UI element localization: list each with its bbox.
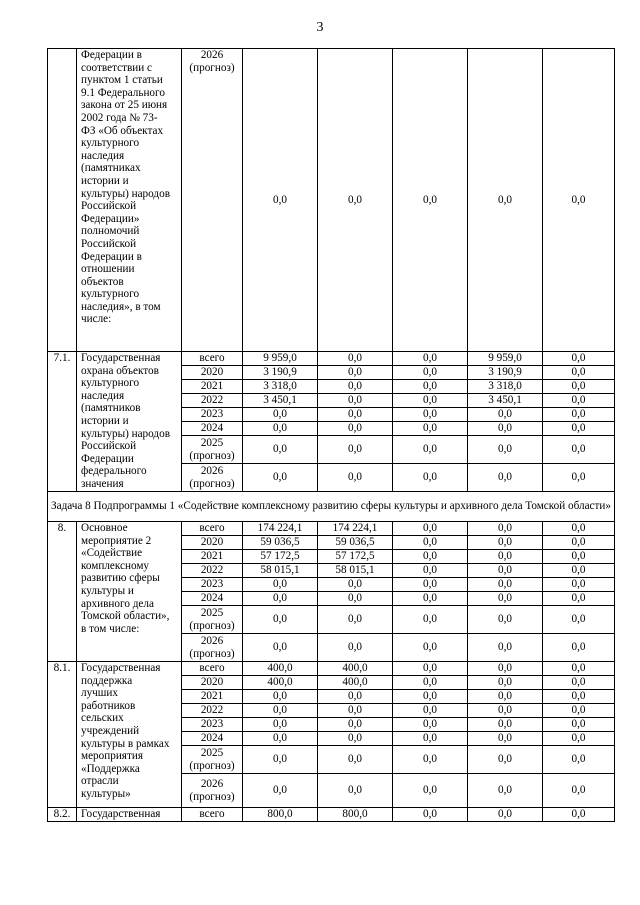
item-number: 8.2. bbox=[48, 808, 77, 822]
value-cell: 0,0 bbox=[543, 746, 615, 774]
value-cell: 0,0 bbox=[243, 774, 318, 808]
table-row bbox=[48, 492, 615, 522]
value-cell: 0,0 bbox=[543, 676, 615, 690]
value-cell: 3 190,9 bbox=[243, 366, 318, 380]
year-label: всего bbox=[199, 522, 225, 535]
value-cell: 0,0 bbox=[318, 704, 393, 718]
value-cell: 57 172,5 bbox=[318, 550, 393, 564]
item-name-line: истории и bbox=[81, 174, 129, 187]
value-cell: 0,0 bbox=[318, 746, 393, 774]
value-cell: 0,0 bbox=[543, 536, 615, 550]
year-label: 2021 bbox=[200, 690, 224, 703]
value-cell: 0,0 bbox=[318, 436, 393, 464]
item-name-line: числе: bbox=[81, 313, 112, 326]
value-cell: 0,0 bbox=[318, 464, 393, 492]
value-cell: 58 015,1 bbox=[318, 564, 393, 578]
value-cell: 0,0 bbox=[318, 634, 393, 662]
table-row bbox=[48, 49, 615, 352]
value-cell: 0,0 bbox=[543, 774, 615, 808]
value-cell: 0,0 bbox=[393, 464, 468, 492]
year-label: 2021 bbox=[200, 380, 224, 393]
value-cell: 0,0 bbox=[393, 718, 468, 732]
item-number bbox=[48, 49, 77, 352]
year-label: всего bbox=[199, 352, 225, 365]
value-cell: 0,0 bbox=[393, 522, 468, 536]
value-cell: 0,0 bbox=[543, 380, 615, 394]
item-name-line: учреждений bbox=[81, 724, 140, 737]
value-cell: 0,0 bbox=[318, 49, 393, 352]
item-name-line: лучших bbox=[81, 687, 118, 700]
year-cell bbox=[182, 422, 243, 436]
year-label: 2023 bbox=[200, 408, 224, 421]
year-cell bbox=[182, 436, 243, 464]
table-row bbox=[48, 522, 615, 536]
value-cell: 0,0 bbox=[543, 436, 615, 464]
value-cell: 0,0 bbox=[243, 690, 318, 704]
item-name-line: охрана объектов bbox=[81, 364, 159, 377]
value-cell: 800,0 bbox=[318, 808, 393, 822]
item-name-line: культуры в рамках bbox=[81, 737, 170, 750]
value-cell: 0,0 bbox=[243, 422, 318, 436]
value-cell: 0,0 bbox=[468, 49, 543, 352]
value-cell: 0,0 bbox=[393, 592, 468, 606]
year-label: 2020 bbox=[200, 676, 224, 689]
item-name-line: Российской bbox=[81, 237, 137, 250]
year-label: 2026 bbox=[200, 634, 224, 647]
item-name bbox=[77, 522, 182, 662]
year-cell bbox=[182, 718, 243, 732]
value-cell: 0,0 bbox=[468, 464, 543, 492]
value-cell: 0,0 bbox=[468, 578, 543, 592]
value-cell: 0,0 bbox=[468, 550, 543, 564]
item-name-line: (памятников bbox=[81, 402, 141, 415]
value-cell: 0,0 bbox=[393, 690, 468, 704]
item-name-line: отрасли bbox=[81, 775, 119, 788]
item-name-line: работников bbox=[81, 699, 136, 712]
value-cell: 0,0 bbox=[543, 352, 615, 366]
value-cell: 400,0 bbox=[243, 676, 318, 690]
item-name-line: Государственная bbox=[81, 352, 161, 364]
value-cell: 0,0 bbox=[393, 578, 468, 592]
item-name bbox=[77, 352, 182, 492]
year-forecast-label: (прогноз) bbox=[189, 759, 235, 772]
item-name-line: культуры и bbox=[81, 584, 134, 597]
value-cell: 0,0 bbox=[243, 592, 318, 606]
table-row bbox=[48, 662, 615, 676]
year-label: 2021 bbox=[200, 550, 224, 563]
item-name-line: наследия bbox=[81, 389, 125, 402]
year-cell bbox=[182, 564, 243, 578]
item-name-line: 2002 года № 73- bbox=[81, 111, 158, 124]
page-number: 3 bbox=[316, 20, 324, 35]
year-cell bbox=[182, 634, 243, 662]
year-label: 2024 bbox=[200, 422, 224, 435]
value-cell: 0,0 bbox=[468, 422, 543, 436]
value-cell: 0,0 bbox=[468, 522, 543, 536]
year-cell bbox=[182, 578, 243, 592]
value-cell: 3 450,1 bbox=[468, 394, 543, 408]
value-cell: 0,0 bbox=[393, 394, 468, 408]
year-cell bbox=[182, 732, 243, 746]
value-cell: 0,0 bbox=[543, 564, 615, 578]
value-cell: 3 318,0 bbox=[468, 380, 543, 394]
value-cell: 0,0 bbox=[243, 746, 318, 774]
item-name bbox=[77, 49, 182, 352]
value-cell: 0,0 bbox=[543, 634, 615, 662]
value-cell: 0,0 bbox=[543, 366, 615, 380]
year-cell bbox=[182, 49, 243, 352]
value-cell: 0,0 bbox=[468, 408, 543, 422]
year-label: (прогноз) bbox=[189, 61, 235, 74]
value-cell: 0,0 bbox=[243, 704, 318, 718]
item-name-line: закона от 25 июня bbox=[81, 99, 168, 112]
item-name bbox=[77, 662, 182, 808]
value-cell: 0,0 bbox=[243, 578, 318, 592]
value-cell: 9 959,0 bbox=[243, 352, 318, 366]
value-cell: 0,0 bbox=[318, 592, 393, 606]
value-cell: 59 036,5 bbox=[243, 536, 318, 550]
year-cell bbox=[182, 704, 243, 718]
year-label: 2026 bbox=[200, 464, 224, 477]
value-cell: 0,0 bbox=[543, 394, 615, 408]
value-cell: 400,0 bbox=[243, 662, 318, 676]
value-cell: 0,0 bbox=[393, 746, 468, 774]
year-label: 2023 bbox=[200, 718, 224, 731]
item-name-line: полномочий bbox=[81, 225, 140, 238]
year-cell bbox=[182, 408, 243, 422]
year-cell bbox=[182, 676, 243, 690]
value-cell: 0,0 bbox=[543, 690, 615, 704]
value-cell: 0,0 bbox=[468, 690, 543, 704]
year-cell bbox=[182, 536, 243, 550]
value-cell: 0,0 bbox=[543, 550, 615, 564]
value-cell: 0,0 bbox=[468, 808, 543, 822]
year-label: 2025 bbox=[200, 606, 224, 619]
year-cell bbox=[182, 592, 243, 606]
value-cell: 0,0 bbox=[468, 774, 543, 808]
item-name: Государственная bbox=[77, 808, 182, 822]
value-cell: 0,0 bbox=[468, 606, 543, 634]
value-cell: 0,0 bbox=[543, 578, 615, 592]
year-cell bbox=[182, 366, 243, 380]
year-forecast-label: (прогноз) bbox=[189, 619, 235, 632]
year-cell bbox=[182, 774, 243, 808]
item-name-line: значения bbox=[81, 477, 124, 490]
value-cell: 0,0 bbox=[393, 380, 468, 394]
item-name-line: культуры) народов bbox=[81, 427, 170, 440]
table-row bbox=[48, 808, 615, 822]
value-cell: 0,0 bbox=[393, 536, 468, 550]
item-name-line: пунктом 1 статьи bbox=[81, 74, 163, 87]
value-cell: 0,0 bbox=[393, 352, 468, 366]
value-cell: 0,0 bbox=[393, 436, 468, 464]
year-cell bbox=[182, 352, 243, 366]
value-cell: 0,0 bbox=[318, 380, 393, 394]
year-cell bbox=[182, 662, 243, 676]
table-row bbox=[48, 352, 615, 366]
item-name-line: архивного дела bbox=[81, 597, 154, 610]
item-name-line: мероприятие 2 bbox=[81, 534, 152, 547]
value-cell: 800,0 bbox=[243, 808, 318, 822]
year-label: 2023 bbox=[200, 578, 224, 591]
item-name-line: в том числе: bbox=[81, 622, 140, 635]
value-cell: 0,0 bbox=[543, 662, 615, 676]
value-cell: 58 015,1 bbox=[243, 564, 318, 578]
item-name-line: Федерации» bbox=[81, 212, 140, 225]
value-cell: 3 450,1 bbox=[243, 394, 318, 408]
year-label: 2025 bbox=[200, 436, 224, 449]
value-cell: 3 190,9 bbox=[468, 366, 543, 380]
value-cell: 0,0 bbox=[468, 676, 543, 690]
item-name-line: поддержка bbox=[81, 674, 133, 687]
year-label: 2022 bbox=[200, 394, 224, 407]
value-cell: 0,0 bbox=[243, 634, 318, 662]
item-number: 7.1. bbox=[48, 352, 77, 492]
item-name-line: «Содействие bbox=[81, 547, 143, 560]
item-name-line: истории и bbox=[81, 414, 129, 427]
value-cell: 0,0 bbox=[243, 49, 318, 352]
year-cell bbox=[182, 380, 243, 394]
year-cell bbox=[182, 464, 243, 492]
year-label: 2024 bbox=[200, 732, 224, 745]
task-heading: Задача 8 Подпрограммы 1 «Содействие комплексному развитию сферы культуры и архивного дела Томской области» bbox=[48, 492, 615, 522]
year-label: 2024 bbox=[200, 592, 224, 605]
year-label: 2020 bbox=[200, 366, 224, 379]
item-name-line: ФЗ «Об объектах bbox=[81, 124, 164, 137]
value-cell: 0,0 bbox=[318, 690, 393, 704]
value-cell: 0,0 bbox=[393, 676, 468, 690]
value-cell: 0,0 bbox=[393, 49, 468, 352]
year-cell bbox=[182, 522, 243, 536]
item-name-line: наследия bbox=[81, 149, 125, 162]
item-name-line: федерального bbox=[81, 465, 147, 478]
value-cell: 0,0 bbox=[318, 408, 393, 422]
value-cell: 0,0 bbox=[393, 606, 468, 634]
item-number: 8. bbox=[48, 522, 77, 662]
financing-table bbox=[47, 48, 615, 822]
year-cell bbox=[182, 606, 243, 634]
value-cell: 174 224,1 bbox=[243, 522, 318, 536]
value-cell: 0,0 bbox=[543, 464, 615, 492]
year-cell bbox=[182, 550, 243, 564]
year-label: 2026 bbox=[200, 49, 224, 61]
value-cell: 0,0 bbox=[318, 774, 393, 808]
item-name-line: Российской bbox=[81, 440, 137, 453]
value-cell: 0,0 bbox=[393, 732, 468, 746]
item-name-line: Федерации в bbox=[81, 250, 142, 263]
value-cell: 0,0 bbox=[468, 732, 543, 746]
value-cell: 0,0 bbox=[543, 704, 615, 718]
item-name-line: комплексному bbox=[81, 559, 150, 572]
item-name-line: Федерации в bbox=[81, 49, 142, 61]
year-forecast-label: (прогноз) bbox=[189, 449, 235, 462]
year-forecast-label: (прогноз) bbox=[189, 647, 235, 660]
value-cell: 0,0 bbox=[393, 564, 468, 578]
item-name-line: культурного bbox=[81, 377, 140, 390]
item-name-line: Государственная bbox=[81, 662, 161, 674]
value-cell: 0,0 bbox=[393, 408, 468, 422]
value-cell: 0,0 bbox=[543, 808, 615, 822]
item-name-line: культурного bbox=[81, 137, 140, 150]
value-cell: 0,0 bbox=[393, 422, 468, 436]
value-cell: 0,0 bbox=[543, 522, 615, 536]
value-cell: 0,0 bbox=[243, 436, 318, 464]
value-cell: 0,0 bbox=[243, 408, 318, 422]
value-cell: 0,0 bbox=[468, 436, 543, 464]
value-cell: 0,0 bbox=[393, 634, 468, 662]
item-name-line: Томской области», bbox=[81, 610, 170, 623]
value-cell: 400,0 bbox=[318, 676, 393, 690]
item-name-line: Основное bbox=[81, 522, 128, 534]
item-name-line: (памятниках bbox=[81, 162, 141, 175]
year-cell bbox=[182, 746, 243, 774]
item-name-line: отношении bbox=[81, 263, 135, 276]
value-cell: 0,0 bbox=[243, 732, 318, 746]
year-cell: всего bbox=[182, 808, 243, 822]
item-name-line: Российской bbox=[81, 200, 137, 213]
item-name-line: сельских bbox=[81, 712, 124, 725]
item-name-line: Федерации bbox=[81, 452, 134, 465]
item-name-line: культуры) народов bbox=[81, 187, 170, 200]
item-name-line: 9.1 Федерального bbox=[81, 86, 165, 99]
value-cell: 0,0 bbox=[468, 704, 543, 718]
item-number: 8.1. bbox=[48, 662, 77, 808]
value-cell: 0,0 bbox=[543, 718, 615, 732]
value-cell: 0,0 bbox=[543, 592, 615, 606]
value-cell: 0,0 bbox=[468, 536, 543, 550]
value-cell: 0,0 bbox=[318, 352, 393, 366]
value-cell: 0,0 bbox=[393, 774, 468, 808]
value-cell: 0,0 bbox=[318, 718, 393, 732]
value-cell: 0,0 bbox=[468, 718, 543, 732]
year-cell bbox=[182, 690, 243, 704]
value-cell: 0,0 bbox=[318, 732, 393, 746]
value-cell: 0,0 bbox=[468, 564, 543, 578]
year-label: 2022 bbox=[200, 564, 224, 577]
value-cell: 0,0 bbox=[543, 408, 615, 422]
value-cell: 0,0 bbox=[543, 422, 615, 436]
value-cell: 0,0 bbox=[243, 718, 318, 732]
year-label: 2020 bbox=[200, 536, 224, 549]
value-cell: 0,0 bbox=[243, 606, 318, 634]
value-cell: 0,0 bbox=[393, 366, 468, 380]
item-name-line: «Поддержка bbox=[81, 762, 140, 775]
value-cell: 0,0 bbox=[318, 578, 393, 592]
year-label: 2022 bbox=[200, 704, 224, 717]
item-name-line: соответствии с bbox=[81, 61, 152, 74]
year-label: 2025 bbox=[200, 746, 224, 759]
value-cell: 0,0 bbox=[543, 606, 615, 634]
item-name-line: объектов bbox=[81, 275, 124, 288]
item-name-line: наследия», в том bbox=[81, 300, 161, 313]
value-cell: 0,0 bbox=[243, 464, 318, 492]
value-cell: 0,0 bbox=[393, 808, 468, 822]
value-cell: 0,0 bbox=[318, 394, 393, 408]
item-name-line: культуры» bbox=[81, 787, 131, 800]
value-cell: 0,0 bbox=[318, 366, 393, 380]
value-cell: 0,0 bbox=[393, 704, 468, 718]
value-cell: 0,0 bbox=[393, 662, 468, 676]
value-cell: 0,0 bbox=[318, 606, 393, 634]
value-cell: 0,0 bbox=[543, 732, 615, 746]
value-cell: 0,0 bbox=[468, 746, 543, 774]
value-cell: 57 172,5 bbox=[243, 550, 318, 564]
value-cell: 0,0 bbox=[543, 49, 615, 352]
value-cell: 3 318,0 bbox=[243, 380, 318, 394]
year-label: всего bbox=[199, 662, 225, 675]
value-cell: 0,0 bbox=[468, 592, 543, 606]
item-name-line: культурного bbox=[81, 288, 140, 301]
year-forecast-label: (прогноз) bbox=[189, 477, 235, 490]
item-name-line: мероприятия bbox=[81, 750, 143, 763]
value-cell: 0,0 bbox=[468, 634, 543, 662]
value-cell: 59 036,5 bbox=[318, 536, 393, 550]
year-forecast-label: (прогноз) bbox=[189, 790, 235, 803]
table-body bbox=[48, 49, 615, 822]
value-cell: 400,0 bbox=[318, 662, 393, 676]
year-cell bbox=[182, 394, 243, 408]
value-cell: 0,0 bbox=[468, 662, 543, 676]
value-cell: 0,0 bbox=[318, 422, 393, 436]
value-cell: 174 224,1 bbox=[318, 522, 393, 536]
item-name-line: развитию сферы bbox=[81, 572, 160, 585]
value-cell: 0,0 bbox=[393, 550, 468, 564]
value-cell: 9 959,0 bbox=[468, 352, 543, 366]
year-label: 2026 bbox=[200, 777, 224, 790]
